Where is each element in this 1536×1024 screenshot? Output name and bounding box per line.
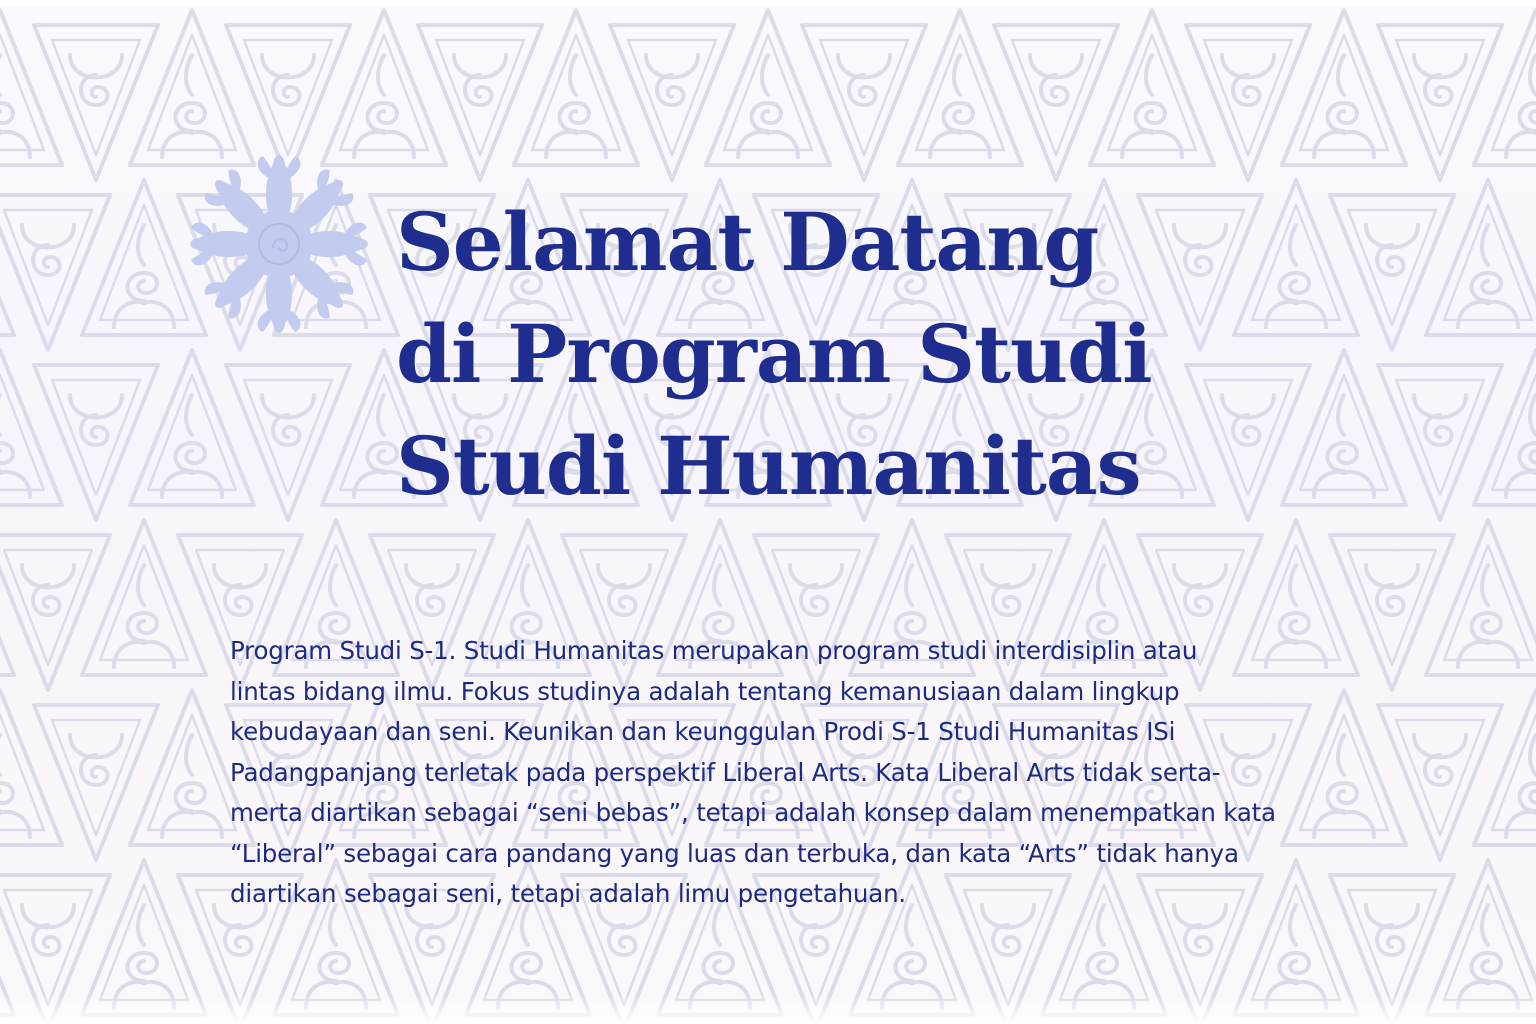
- program-description: [230, 631, 1340, 915]
- title-line-2: di Program Studi: [396, 307, 1152, 401]
- description-line-1: Program Studi S-1. Studi Humanitas merupakan program studi interdisiplin atau: [230, 636, 1198, 665]
- flower-ornament-icon: [176, 134, 382, 354]
- bottom-fade: [0, 994, 1536, 1024]
- title-line-1: Selamat Datang: [396, 195, 1099, 289]
- title-line-3: Studi Humanitas: [396, 419, 1141, 513]
- description-line-7: diartikan sebagai seni, tetapi adalah limu pengetahuan.: [230, 879, 906, 908]
- description-line-4: Padangpanjang terletak pada perspektif Liberal Arts. Kata Liberal Arts tidak serta-: [230, 757, 1221, 787]
- page-title: [396, 186, 1396, 522]
- description-line-3: kebudayaan dan seni. Keunikan dan keunggulan Prodi S-1 Studi Humanitas ISi: [230, 717, 1176, 746]
- description-line-5: merta diartikan sebagai “seni bebas”, tetapi adalah konsep dalam menempatkan kata: [230, 798, 1276, 827]
- top-border: [0, 0, 1536, 6]
- description-line-2: lintas bidang ilmu. Fokus studinya adalah tentang kemanusiaan dalam lingkup: [230, 676, 1180, 706]
- description-line-6: “Liberal” sebagai cara pandang yang luas dan terbuka, dan kata “Arts” tidak hanya: [230, 838, 1239, 868]
